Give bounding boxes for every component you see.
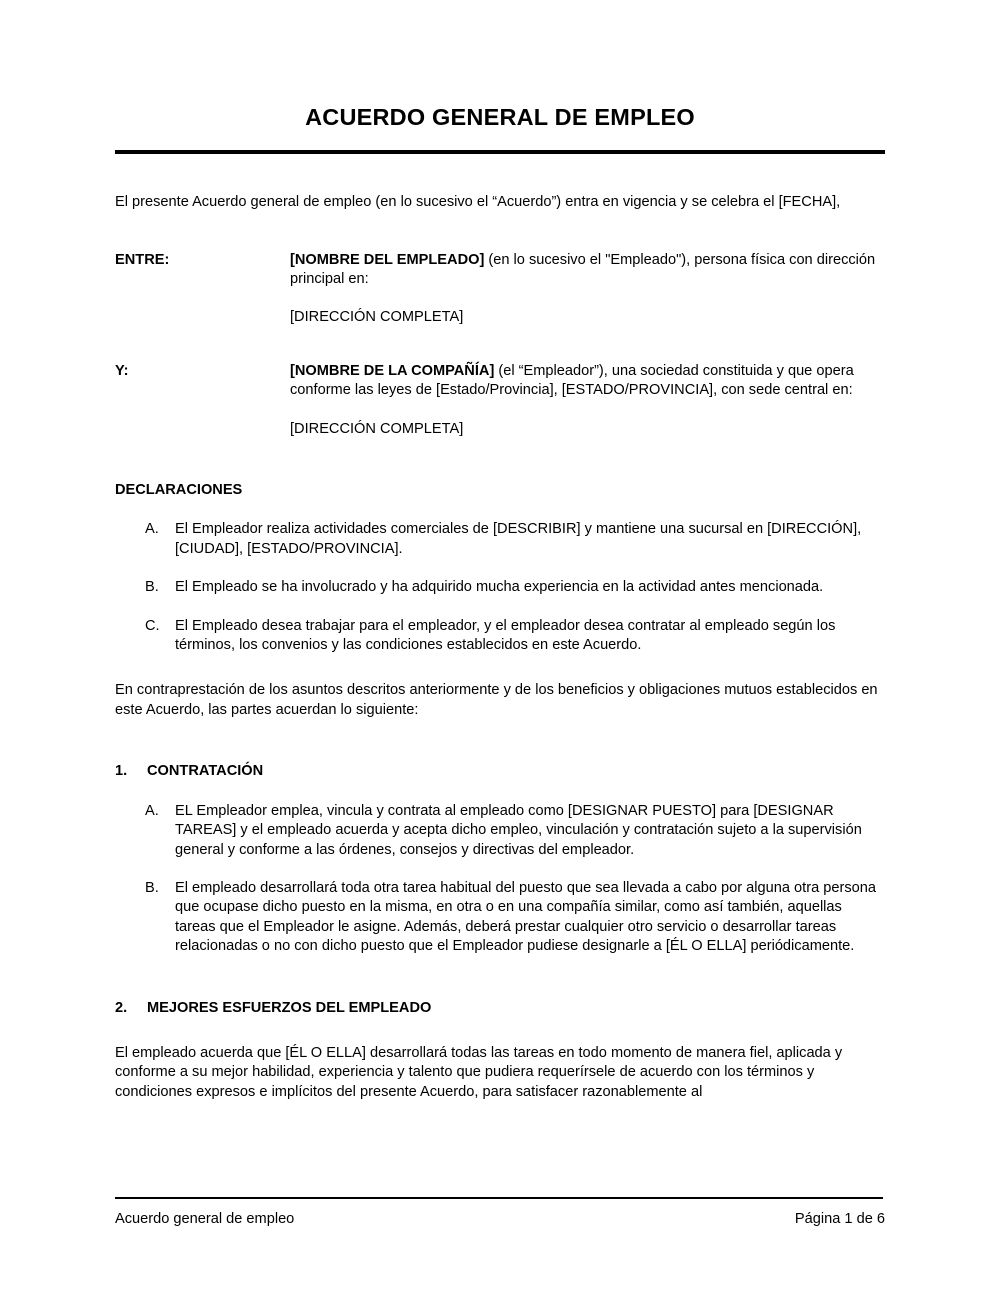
page-footer (115, 1197, 885, 1229)
party-description-employee (290, 251, 885, 290)
party-body-employer (290, 362, 885, 439)
list-marker: A. (145, 521, 159, 538)
party-detail-employer: (el “Empleador”), una sociedad constituida y que opera conforme las leyes de [Estado/Provincia], [ESTADO/PROVINCIA], con sede central en: (290, 362, 854, 399)
list-marker: B. (145, 579, 159, 596)
party-detail-employee: (en lo sucesivo el "Empleado"), persona física con dirección principal en: (290, 251, 876, 287)
section-2-body: El empleado acuerda que [ÉL O ELLA] desarrollará todas las tareas en todo momento de manera fiel, aplicada y conforme a su mejor habilidad, experiencia y talento que pudiera requerírsele de acuerdo con los términos y condiciones expresos e implícitos del presente Acuerdo, para satisfacer razonablemente al (115, 1044, 843, 1100)
list-item (115, 617, 885, 656)
list-text: El Empleador realiza actividades comerciales de [DESCRIBIR] y mantiene una sucursal en [DIRECCIÓN], [CIUDAD], [ESTADO/PROVINCIA]. (175, 521, 862, 557)
declaraciones-heading: DECLARACIONES (115, 482, 243, 499)
list-text: EL Empleador emplea, vincula y contrata al empleado como [DESIGNAR PUESTO] para [DESIGNAR TAREAS] y el empleado acuerda y acepta dicho empleo, vinculación y contratación sujeto a la supervisión general y conforme a las órdenes, consejos y directivas del empleador. (175, 802, 862, 858)
list-marker: A. (145, 802, 159, 819)
party-address-employer: [DIRECCIÓN COMPLETA] (290, 420, 464, 437)
section-title-2: MEJORES ESFUERZOS DEL EMPLEADO (147, 999, 432, 1016)
party-address-employee: [DIRECCIÓN COMPLETA] (290, 309, 464, 326)
list-item (115, 879, 885, 957)
list-item (115, 578, 885, 597)
section-heading-2 (115, 999, 885, 1018)
list-marker: B. (145, 879, 159, 896)
party-row-employer (115, 362, 885, 439)
section-number-1: 1. (115, 763, 128, 780)
party-body-employee (290, 251, 885, 328)
intro-paragraph: El presente Acuerdo general de empleo (en lo sucesivo el “Acuerdo”) entra en vigencia y se celebra el [FECHA], (115, 194, 841, 211)
list-text: El Empleado desea trabajar para el empleador, y el empleador desea contratar al empleado según los términos, los convenios y las condiciones establecidos en este Acuerdo. (175, 617, 836, 654)
page-title: ACUERDO GENERAL DE EMPLEO (305, 104, 695, 130)
list-item (115, 802, 885, 860)
party-description-employer (290, 362, 885, 401)
party-name-employer: [NOMBRE DE LA COMPAÑÍA] (290, 362, 495, 379)
footer-document-name: Acuerdo general de empleo (115, 1211, 295, 1227)
section-title-1: CONTRATACIÓN (147, 763, 264, 780)
footer-page-number: Página 1 de 6 (794, 1211, 885, 1227)
document-content (115, 0, 885, 1102)
parties-block (115, 251, 885, 439)
party-label-entre: ENTRE: (115, 251, 170, 268)
declaraciones-list (115, 520, 885, 655)
footer-divider (115, 1197, 883, 1199)
list-item (115, 520, 885, 559)
list-text: El Empleado se ha involucrado y ha adquirido mucha experiencia en la actividad antes mencionada. (175, 579, 824, 596)
party-label-y: Y: (115, 362, 129, 379)
section-1-list (115, 802, 885, 957)
party-name-employee: [NOMBRE DEL EMPLEADO] (290, 251, 485, 268)
list-marker: C. (145, 617, 160, 634)
footer-row (115, 1210, 885, 1229)
section-heading-1 (115, 762, 885, 781)
section-number-2: 2. (115, 999, 128, 1016)
title-divider (115, 150, 885, 154)
consideration-paragraph: En contraprestación de los asuntos descritos anteriormente y de los beneficios y obligaciones mutuos establecidos en este Acuerdo, las partes acuerdan lo siguiente: (115, 682, 878, 718)
party-row-employee (115, 251, 885, 328)
list-text: El empleado desarrollará toda otra tarea habitual del puesto que sea llevada a cabo por alguna otra persona que ocupase dicho puesto en la misma, en otra o en una compañía similar, como así también, aquellas tareas que el Empleador le asigne. Además, deberá prestar cualquier otro servicio o desarrollar tareas relacionadas o no con dicho puesto que el Empleador pudiese designarle a [ÉL O ELLA] periódicamente. (175, 879, 876, 955)
